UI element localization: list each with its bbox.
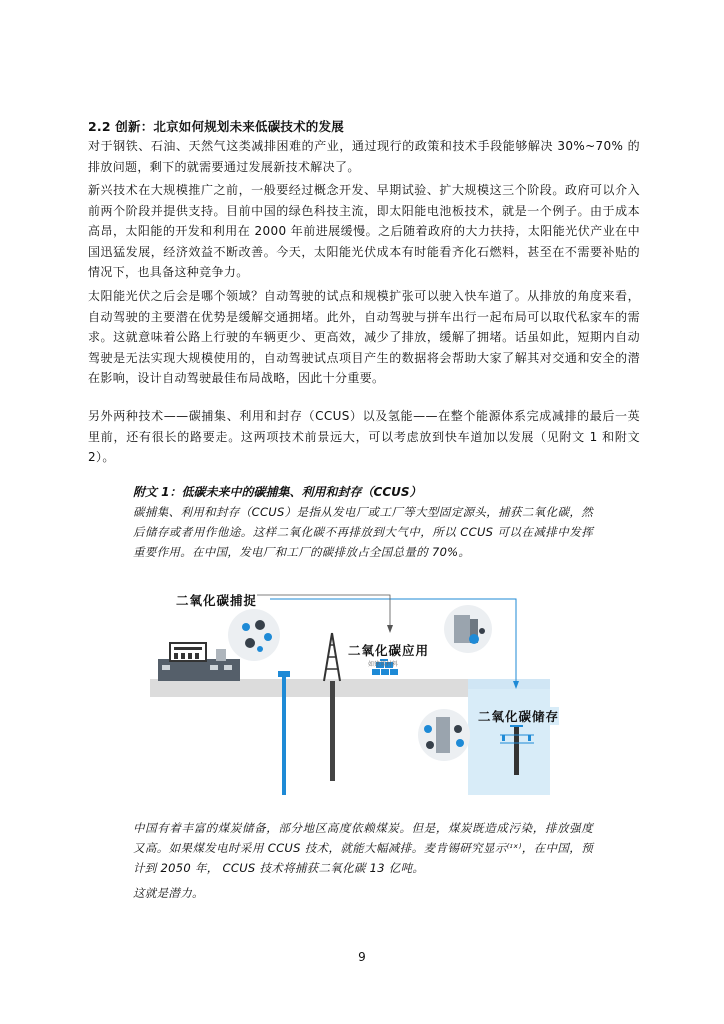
storage-label: 二氧化碳储存 xyxy=(478,709,560,724)
drilling-rig-icon xyxy=(324,633,340,781)
paragraph-solar: 新兴技术在大规模推广之前，一般要经过概念开发、早期试验、扩大规模这三个阶段。政府可以介入前两个阶段并提供支持。目前中国的绿色科技主流，即太阳能电池板技术，就是一个例子。由于成本高昂，太阳能的开发和利用在 2000 年前进展缓慢。之后随着政府的大力扶持，太阳能光伏产业在中国迅猛发展，经济效益不断改善。今天，太阳能光伏成本有时能看齐化石燃料，甚至在不需要补贴的情况下，也具备这种竞争力。 xyxy=(88,183,640,279)
section-heading: 2.2 创新：北京如何规划未来低碳技术的发展 xyxy=(88,119,344,134)
capture-label: 二氧化碳捕捉 xyxy=(176,593,258,608)
page-number: 9 xyxy=(358,950,366,964)
storage-region xyxy=(468,689,550,795)
sidebar-title: 附文 1：低碳未来中的碳捕集、利用和封存（CCUS） xyxy=(133,485,422,499)
ccus-illustration xyxy=(150,585,550,795)
sidebar-potential-text: 这就是潜力。 xyxy=(133,886,204,900)
underground-bubble-icon xyxy=(418,709,470,761)
ccus-diagram xyxy=(150,585,560,795)
capture-bubble-icon xyxy=(228,609,280,661)
sidebar-intro: 碳捕集、利用和封存（CCUS）是指从发电厂或工厂等大型固定源头，捕获二氧化碳，然后储存或者用作他途。这样二氧化碳不再排放到大气中，所以 CCUS 可以在减排中发挥重要作用。在中国，发电厂和工厂的碳排放占全国总量的 70%。 xyxy=(133,505,593,559)
ground-surface xyxy=(150,679,468,697)
paragraph-emissions: 对于钢铁、石油、天然气这类减排困难的产业，通过现行的政策和技术手段能够解决 30%~70% 的排放问题，剩下的就需要通过发展新技术解决了。 xyxy=(88,139,640,174)
paragraph-ccus-hydrogen: 另外两种技术——碳捕集、利用和封存（CCUS）以及氢能——在整个能源体系完成减排的最后一英里前，还有很长的路要走。这两项技术前景远大，可以考虑放到快车道加以发展（见附文 1 和附文 2）。 xyxy=(88,409,640,464)
use-arrow-icon xyxy=(387,625,393,633)
use-label: 二氧化碳应用 xyxy=(348,643,430,658)
factory-icon xyxy=(158,643,240,681)
use-bubble-icon xyxy=(444,605,492,653)
use-sublabel: 如建筑材料 xyxy=(368,661,399,668)
sidebar-coal-text: 中国有着丰富的煤炭储备，部分地区高度依赖煤炭。但是，煤炭既造成污染，排放强度又高。如果煤发电时采用 CCUS 技术，就能大幅减排。麦肯锡研究显示⁽ᶦˣ⁾，在中国，预计到 2050 年， CCUS 技术将捕获二氧化碳 13 亿吨。 xyxy=(133,821,593,875)
paragraph-autonomous-driving: 太阳能光伏之后会是哪个领域？自动驾驶的试点和规模扩张可以驶入快车道了。从排放的角度来看，自动驾驶的主要潜在优势是缓解交通拥堵。此外，自动驾驶与拼车出行一起布局可以取代私家车的需求。这就意味着公路上行驶的车辆更少、更高效，减少了排放，缓解了拥堵。话虽如此，短期内自动驾驶是无法实现大规模使用的，自动驾驶试点项目产生的数据将会帮助大家了解其对交通和安全的潜在影响，设计自动驾驶最佳布局战略，因此十分重要。 xyxy=(88,289,640,385)
storage-ground xyxy=(468,679,550,689)
sidebar-box xyxy=(133,482,593,562)
